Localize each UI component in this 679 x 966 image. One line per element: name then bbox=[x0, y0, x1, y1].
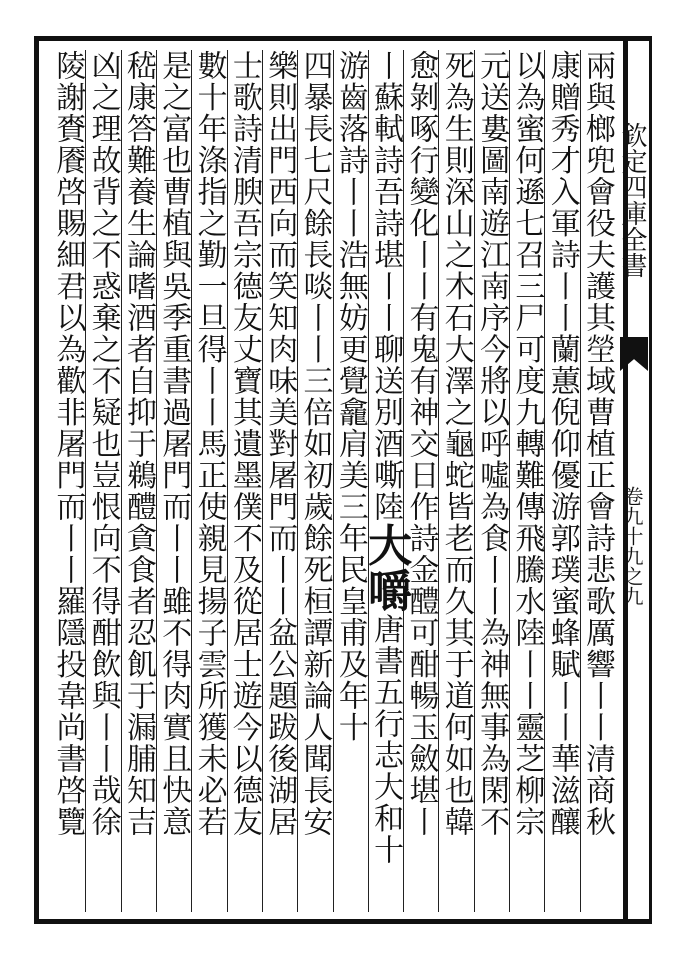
column-text: 樂則出門西向而笑知肉味美對屠門而丨丨盆公題跋後湖居 bbox=[262, 50, 298, 838]
column-text: 數十年涤指之勤一旦得丨丨馬正使親見揚子雲所獲未必若 bbox=[191, 50, 227, 838]
column-text: 愈剝啄行變化丨丨有鬼有神交日作詩金醴可酣暢玉斂堪丨 bbox=[403, 50, 439, 838]
column-rule bbox=[509, 50, 510, 912]
text-column bbox=[121, 50, 156, 912]
column-rule bbox=[156, 50, 157, 912]
text-column bbox=[156, 50, 191, 912]
column-rule bbox=[191, 50, 192, 912]
column-rule bbox=[297, 50, 298, 912]
text-column bbox=[360, 50, 412, 912]
text-column bbox=[403, 50, 438, 912]
column-rule bbox=[262, 50, 263, 912]
column-rule bbox=[85, 50, 86, 912]
column-rule bbox=[438, 50, 439, 912]
text-column bbox=[474, 50, 509, 912]
text-column bbox=[50, 50, 85, 912]
column-text: 康贈秀才入軍詩丨丨蘭蕙倪仰優游郭璞蜜蜂賦丨丨華滋釀 bbox=[544, 50, 580, 838]
column-text: 凶之理故背之不惑棄之不疑也豈恨向不得酣飲與丨丨哉徐 bbox=[85, 50, 121, 838]
column-text: 游齒落詩丨丨浩無妨更覺龕肩美 bbox=[332, 50, 368, 491]
margin-banner bbox=[618, 36, 652, 924]
column-text: 兩與榔兜會役夫護其塋域曹植正會詩悲歌厲響丨丨清商秋 bbox=[580, 50, 615, 838]
column-text: 嵇康答難養生論嗜酒者自抑于鵜醴貪食者忍飢于漏脯知吉 bbox=[120, 50, 156, 838]
column-text: 士歌詩清腴吾宗德友丈寶其遺墨僕不及從居士遊今以德友 bbox=[226, 50, 262, 838]
column-text-continued: 唐書五行志大和十 bbox=[368, 613, 404, 866]
text-columns bbox=[50, 50, 615, 912]
book-title: 欽定四庫全書 bbox=[617, 122, 647, 278]
text-column bbox=[580, 50, 615, 912]
fishtail-mark-icon bbox=[620, 337, 648, 371]
column-rule bbox=[403, 50, 404, 912]
column-text: 死為生則深山之木石大澤之龜蛇皆老而久其于道何如也韓 bbox=[438, 50, 474, 838]
text-column bbox=[85, 50, 120, 912]
text-column bbox=[191, 50, 226, 912]
text-column bbox=[227, 50, 262, 912]
column-text: 是之富也曹植與吳季重書過屠門而丨丨雖不得肉實且快意 bbox=[156, 50, 192, 838]
volume-label: 卷九十九之九 bbox=[620, 486, 644, 606]
column-text: 以為蜜何遜七召三尸可度九轉難傳飛騰水陸丨丨靈芝柳宗 bbox=[509, 50, 545, 838]
text-column bbox=[509, 50, 544, 912]
column-text-continued: 三年民皇甫及年十 bbox=[332, 491, 368, 743]
column-text: 四暴長七尺餘長啖丨丨三倍如初歲餘死桓譚新論人聞長安 bbox=[297, 50, 333, 838]
entry-heading: 大嚼 bbox=[360, 522, 412, 614]
column-text: 元送婁圖南遊江南序今將以呼噓為食丨丨為神無事為閑不 bbox=[474, 50, 510, 838]
text-column bbox=[333, 50, 368, 912]
column-text: 丨蘇軾詩吾詩堪丨丨聊送別酒嘶陸 bbox=[368, 50, 404, 523]
text-column bbox=[262, 50, 297, 912]
column-rule bbox=[544, 50, 545, 912]
text-column bbox=[438, 50, 473, 912]
text-column bbox=[544, 50, 579, 912]
text-column bbox=[297, 50, 332, 912]
column-text: 陵謝賚餍啓賜細君以為歡非屠門而丨丨羅隱投韋尚書啓覽 bbox=[50, 50, 86, 838]
